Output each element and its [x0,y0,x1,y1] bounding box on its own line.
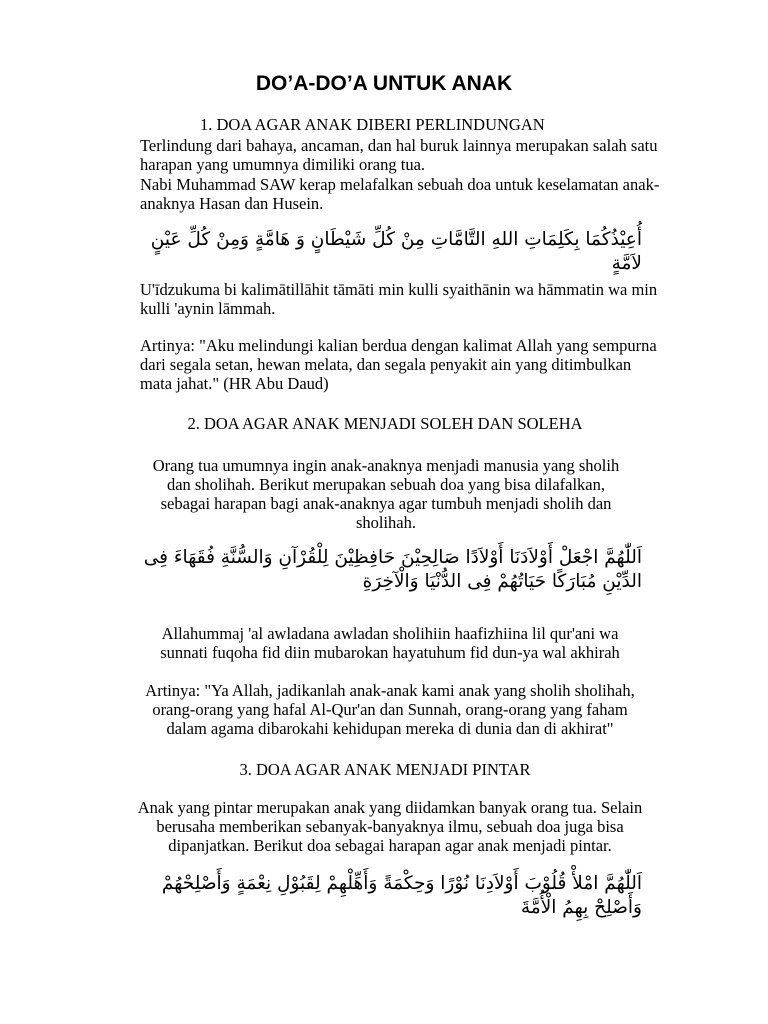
section-2-latin: Allahummaj 'al awladana awladan sholihiin haafizhiina lil qur'ani wa sunnati fuqoha fid diin mubarokan hayatuhum fid dun-ya wal akhirah [160,624,620,662]
section-3-arabic: اَللّٰهُمَّ امْلأْ قُلُوْبَ أَوْلاَدِنَا نُوْرًا وَحِكْمَةً وَأَهِّلْهِمْ لِقَبُوْلِ نِعْمَةٍ وَأَصْلِحْهُمْ وَأَصْلِحْ بِهِمُ الْأُمَّةَ [161,873,642,918]
section-1-arabic: أُعِيْذُكُمَا بِكَلِمَاتِ اللهِ التَّامَّاتِ مِنْ كُلِّ شَيْطَانٍ وَ هَامَّةٍ وَمِنْ كُلِّ عَيْنٍ لاَمَّةٍ [150,229,642,274]
section-2-arabic: اَللّٰهُمَّ اجْعَلْ أَوْلاَدَنَا أَوْلاَدًا صَالِحِيْنَ حَافِظِيْنَ لِلْقُرْآنِ وَالسُّنَّةِ فُقَهَاءَ فِى الدِّيْنِ مُبَارَكًا حَيَاتُهُمْ فِى الدُّنْيَا وَالْآخِرَةِ [143,547,642,592]
section-3-heading: 3. DOA AGAR ANAK MENJADI PINTAR [239,760,531,779]
section-1-intro-2: Nabi Muhammad SAW kerap melafalkan sebuah doa untuk keselamatan anak-anaknya Hasan dan Husein. [140,175,660,213]
section-3-intro: Anak yang pintar merupakan anak yang diidamkan banyak orang tua. Selain berusaha memberikan sebanyak-banyaknya ilmu, sebuah doa juga bisa dipanjatkan. Berikut doa sebagai harapan agar anak menjadi pintar. [137,798,643,855]
section-1-intro-1: Terlindung dari bahaya, ancaman, dan hal buruk lainnya merupakan salah satu harapan yang umumnya dimiliki orang tua. [140,136,658,174]
section-1-latin: U'īdzukuma bi kalimātillāhit tāmāti min kulli syaithānin wa hāmmatin wa min kulli 'aynin lāmmah. [140,280,658,318]
section-1-meaning: Artinya: "Aku melindungi kalian berdua dengan kalimat Allah yang sempurna dari segala setan, hewan melata, dan segala penyakit ain yang ditimbulkan mata jahat." (HR Abu Daud) [140,336,657,393]
section-2-intro: Orang tua umumnya ingin anak-anaknya menjadi manusia yang sholih dan sholihah. Berikut merupakan sebuah doa yang bisa dilafalkan, sebagai harapan bagi anak-anaknya agar tumbuh menjadi sholih dan sholihah. [152,456,620,532]
section-2-meaning: Artinya: "Ya Allah, jadikanlah anak-anak kami anak yang sholih sholihah, orang-orang yang hafal Al-Qur'an dan Sunnah, orang-orang yang faham dalam agama dibarokahi kehidupan mereka di dunia dan di akhirat" [145,681,635,738]
document-title: DO’A-DO’A UNTUK ANAK [255,72,513,95]
section-1-heading: 1. DOA AGAR ANAK DIBERI PERLINDUNGAN [200,115,545,134]
section-2-heading: 2. DOA AGAR ANAK MENJADI SOLEH DAN SOLEHA [187,414,583,433]
